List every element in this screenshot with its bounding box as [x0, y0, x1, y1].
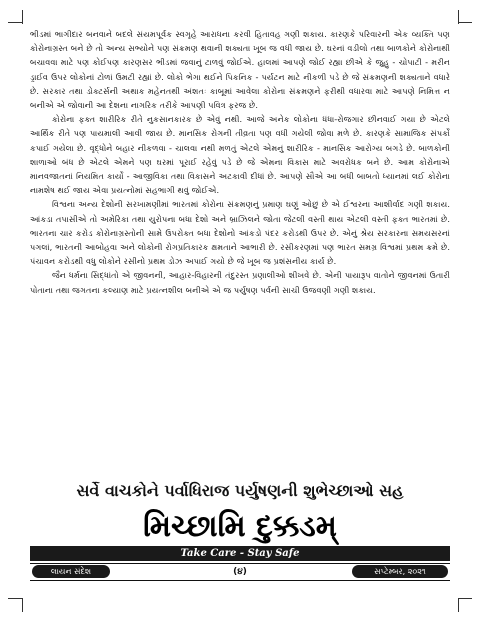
crop-mark — [458, 598, 472, 599]
crop-mark — [8, 598, 22, 599]
paragraph: ભીડમાં ભાગીદાર બનવાને બદલે સંયમપૂર્વક સ્વગૃહે આરાધના કરવી હિતાવહ ગણી શકાય. કારણકે પરિવારની એક વ્યક્તિ પણ કોરોનાગ્રસ્ત બને છે તો અન્ય સભ્યોને પણ સંક્રમણ થવાની શક્યતા ખૂબ જ વધી જાય છે. ઘરનાં વડીલો તથા બાળકોને કોરોનાથી બચાવવા માટે પણ કોઈપણ કારણસર ભીડમાં જવાનું ટાળવું જોઈએ. હાલમાં આપણે જોઈ રહ્યા છીએ કે જુહુ - ચોપાટી - મરીન ડ્રાઈવ ઉપર લોકોનાં ટોળાં ઉમટી રહ્યાં છે. લોકો ભેગા થઈને પિકનિક - પર્યટન માટે નીકળી પડે છે જે સંક્રમણની શક્યતાને વધારે છે. સરકાર તથા ડોક્ટર્સની અથાક મહેનતથી અંશતઃ કાબૂમાં આવેલા કોરોના સંક્રમણને ફરીથી વધારવા માટે આપણે નિમિત્ત ન બનીએ એ જોવાની આ દેશના નાગરિક તરીકે આપણી પવિત્ર ફરજ છે. — [30, 29, 450, 111]
footer-issue-date: સપ્ટેમ્બર, ૨૦૨૧ — [352, 565, 448, 578]
page-number: (૪) — [233, 567, 247, 577]
paragraph: વિશ્વના અન્ય દેશોની સરખામણીમાં ભારતમાં કોરોના સંક્રમણનું પ્રમાણ ઘણું ઓછું છે એ ઈશ્વરના આશીર્વાદ ગણી શકાય. આંકડા તપાસીએ તો અમેરિકા તથા યુરોપના બધા દેશો અને બ્રાઝિલને જોતા જેટલી વસ્તી થાય એટલી વસ્તી ફક્ત ભારતમાં છે. ભારતના ચાર કરોડ કોરોનાગ્રસ્તોની સામે ઉપરોક્ત બધા દેશોનો આંકડો પંદર કરોડથી ઉપર છે. એનું શ્રેય સરકારના સમયસરનાં પગલાં, ભારતની આબોહવા અને લોકોની રોગપ્રતિકારક ક્ષમતાને આભારી છે. રસીકરણમાં પણ ભારત સમગ્ર વિશ્વમાં પ્રથમ ક્રમે છે. પંચાવન કરોડથી વધુ લોકોને રસીનો પ્રથમ ડોઝ અપાઈ ગયો છે જે ખૂબ જ પ્રશંસનીય કાર્ય છે. — [30, 199, 450, 267]
crop-mark — [458, 22, 472, 23]
page-title: મિચ્છામિ દુક્કડમ્ — [143, 509, 337, 544]
paragraph: કોરોના ફક્ત શારીરિક રીતે નુકસાનકારક છે એવું નથી. આજે અનેક લોકોના ધંધા-રોજગાર છીનવાઈ ગયા છે એટલે આર્થિક રીતે પણ પાયમાલી આવી જાય છે. માનસિક રોગની તીવ્રતા પણ વધી ગયેલી જોવા મળે છે. કારણકે સામાજિક સંપર્કો કપાઈ ગયેલા છે. વૃદ્ધોને બહાર નીકળવા - ચાલવા નથી મળતું એટલે એમનું શારીરિક - માનસિક આરોગ્ય બગડે છે. બાળકોની શાળાઓ બંધ છે એટલે એમને પણ ઘરમાં પૂરાઈ રહેવું પડે છે જે એમના વિકાસ માટે અવરોધક બને છે. આમ કોરોનાએ માનવજાતનાં નિયમિત કાર્યો - આજીવિકા તથા વિકાસને અટકાવી દીધાં છે. આપણે સૌએ આ બધી બાબતો ધ્યાનમાં લઈ કોરોના નામશેષ થઈ જાય એવા પ્રયત્નોમાં સહભાગી થવું જોઈએ. — [30, 114, 450, 196]
paragraph: જૈન ધર્મના સિદ્ધાંતો એ જીવનની, આહાર-વિહારની તંદુરસ્ત પ્રણાલીઓ શીખવે છે. એની પાયારૂપ વાતોને જીવનમાં ઉતારી પોતાના તથા જગતના કલ્યાણ માટે પ્રયત્નશીલ બનીએ એ જ પર્યુષણ પર્વની સાચી ઉજવણી ગણી શકાય. — [30, 270, 450, 295]
page-footer — [30, 563, 450, 581]
crop-mark — [8, 22, 22, 23]
article-body — [30, 27, 450, 297]
tagline-banner: Take Care - Stay Safe — [30, 546, 450, 561]
greeting-line: સર્વે વાચકોને પર્વાધિરાજ પર્યુષણની શુભેચ્છાઓ સહ — [76, 481, 404, 500]
footer-publication-name: લાયન સંદેશ — [32, 565, 110, 578]
crop-mark — [22, 598, 23, 612]
crop-mark — [458, 598, 459, 612]
crop-mark — [22, 10, 23, 24]
